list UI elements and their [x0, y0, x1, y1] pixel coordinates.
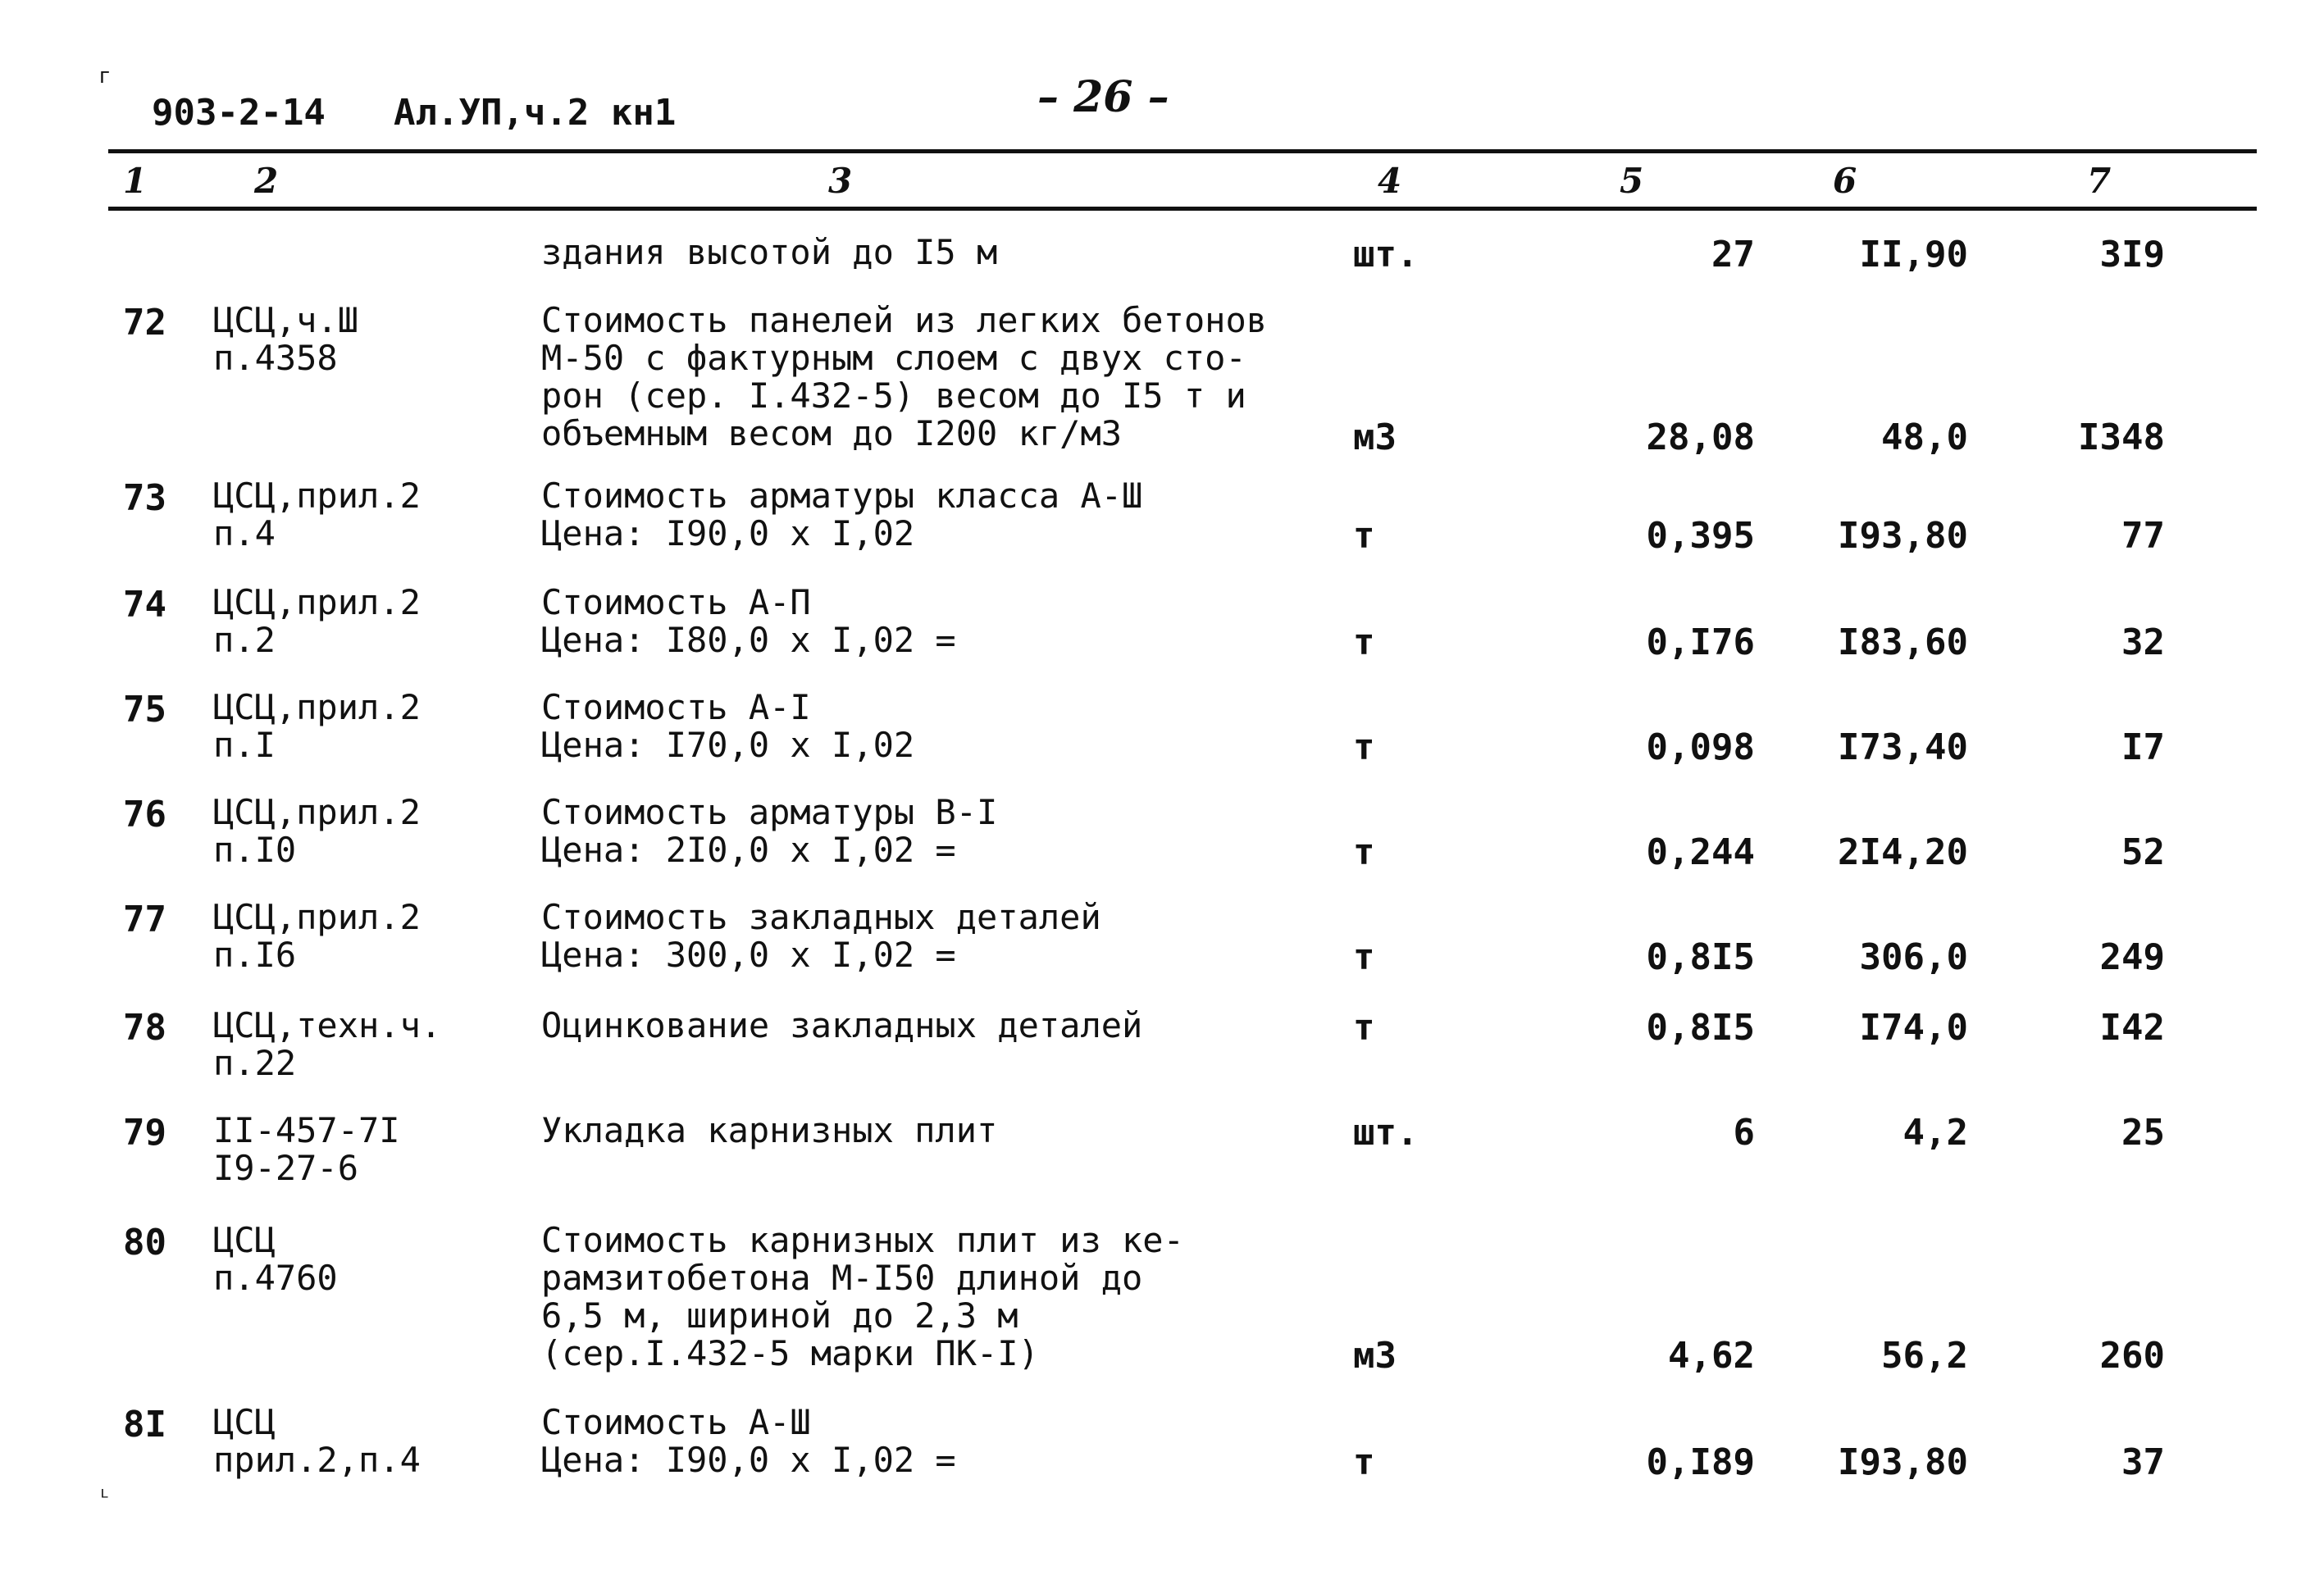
- column-header-1: 1: [123, 161, 148, 201]
- row-unit: м3: [1353, 1335, 1397, 1377]
- row-unit: м3: [1353, 417, 1397, 458]
- row-unit: т: [1353, 726, 1375, 768]
- row-description: Стоимость А-Ш Цена: I90,0 x I,02 =: [541, 1402, 956, 1480]
- row-unit-price: II,90: [1859, 234, 1968, 275]
- row-quantity: 27: [1711, 234, 1755, 275]
- row-total: 32: [2121, 621, 2165, 663]
- row-quantity: 28,08: [1646, 417, 1755, 458]
- row-reference: ЦСЦ,прил.2 п.I0: [213, 792, 421, 870]
- row-unit: т: [1353, 1441, 1375, 1483]
- row-reference: ЦСЦ прил.2,п.4: [213, 1402, 421, 1480]
- row-reference: ЦСЦ,прил.2 п.4: [213, 476, 421, 553]
- row-quantity: 0,395: [1646, 515, 1755, 557]
- row-reference: ЦСЦ,ч.Ш п.4358: [213, 300, 359, 378]
- row-reference: ЦСЦ,прил.2 п.I6: [213, 897, 421, 975]
- row-reference: ЦСЦ п.4760: [213, 1220, 338, 1298]
- row-description: здания высотой до I5 м: [541, 232, 998, 272]
- row-unit-price: 56,2: [1881, 1335, 1968, 1377]
- row-quantity: 0,244: [1646, 831, 1755, 873]
- row-total: 52: [2121, 831, 2165, 873]
- row-unit-price: I74,0: [1859, 1007, 1968, 1049]
- row-total: I42: [2099, 1007, 2165, 1049]
- row-number: 72: [123, 302, 166, 344]
- row-unit-price: 4,2: [1902, 1112, 1968, 1154]
- row-unit: т: [1353, 621, 1375, 663]
- row-quantity: 0,8I5: [1646, 1007, 1755, 1049]
- row-total: 37: [2121, 1441, 2165, 1483]
- row-quantity: 4,62: [1668, 1335, 1755, 1377]
- row-total: I7: [2121, 726, 2165, 768]
- row-unit-price: 48,0: [1881, 417, 1968, 458]
- row-total: 25: [2121, 1112, 2165, 1154]
- row-reference: ЦСЦ,техн.ч. п.22: [213, 1005, 442, 1083]
- row-number: 77: [123, 899, 166, 940]
- row-description: Стоимость панелей из легких бетонов М-50 с фактурным слоем с двух сто- рон (сер. I.432-5) весом до I5 т и объемным весом до I200 кг/м3: [541, 300, 1268, 453]
- row-quantity: 0,8I5: [1646, 936, 1755, 978]
- row-description: Стоимость арматуры В-I Цена: 2I0,0 x I,02 =: [541, 792, 998, 870]
- header-bottom-rule: [108, 207, 2257, 211]
- column-header-2: 2: [254, 161, 279, 201]
- row-reference: ЦСЦ,прил.2 п.I: [213, 687, 421, 765]
- row-description: Укладка карнизных плит: [541, 1110, 998, 1150]
- bottom-corner-mark: ᴸ: [98, 1486, 112, 1510]
- row-total: 260: [2099, 1335, 2165, 1377]
- row-unit: т: [1353, 1007, 1375, 1049]
- album-reference: Ал.УП,ч.2 кн1: [394, 92, 677, 134]
- column-header-7: 7: [2087, 161, 2112, 201]
- row-description: Стоимость закладных деталей Цена: 300,0 x I,02 =: [541, 897, 1101, 975]
- row-unit-price: I93,80: [1838, 1441, 1968, 1483]
- column-header-5: 5: [1620, 161, 1644, 201]
- row-total: I348: [2078, 417, 2165, 458]
- row-unit-price: 306,0: [1859, 936, 1968, 978]
- column-header-6: 6: [1833, 161, 1857, 201]
- row-quantity: 6: [1733, 1112, 1755, 1154]
- row-reference: II-457-7I I9-27-6: [213, 1110, 400, 1188]
- row-description: Стоимость А-I Цена: I70,0 x I,02: [541, 687, 915, 765]
- row-reference: ЦСЦ,прил.2 п.2: [213, 582, 421, 660]
- row-unit-price: I83,60: [1838, 621, 1968, 663]
- row-quantity: 0,098: [1646, 726, 1755, 768]
- row-quantity: 0,I89: [1646, 1441, 1755, 1483]
- document-code: 903-2-14: [152, 92, 326, 134]
- row-number: 75: [123, 689, 166, 731]
- row-quantity: 0,I76: [1646, 621, 1755, 663]
- row-number: 73: [123, 477, 166, 519]
- row-unit: шт.: [1353, 234, 1419, 275]
- row-unit: т: [1353, 515, 1375, 557]
- row-unit: т: [1353, 936, 1375, 978]
- column-header-4: 4: [1378, 161, 1402, 201]
- row-unit: т: [1353, 831, 1375, 873]
- row-number: 79: [123, 1112, 166, 1154]
- page-number: – 26 –: [1037, 72, 1169, 122]
- row-description: Стоимость арматуры класса А-Ш Цена: I90,0 x I,02: [541, 476, 1143, 553]
- row-unit-price: I73,40: [1838, 726, 1968, 768]
- column-header-3: 3: [828, 161, 853, 201]
- row-unit-price: I93,80: [1838, 515, 1968, 557]
- row-total: 249: [2099, 936, 2165, 978]
- row-description: Стоимость карнизных плит из ке- рамзитобетона М-I50 длиной до 6,5 м, шириной до 2,3 м (сер.I.432-5 марки ПК-I): [541, 1220, 1184, 1373]
- row-description: Стоимость А-П Цена: I80,0 x I,02 =: [541, 582, 956, 660]
- row-description: Оцинкование закладных деталей: [541, 1005, 1143, 1045]
- row-number: 78: [123, 1007, 166, 1049]
- row-number: 80: [123, 1222, 166, 1263]
- header-top-rule: [108, 149, 2257, 153]
- row-unit-price: 2I4,20: [1838, 831, 1968, 873]
- row-unit: шт.: [1353, 1112, 1419, 1154]
- row-total: 3I9: [2099, 234, 2165, 275]
- row-number: 76: [123, 794, 166, 835]
- row-number: 8I: [123, 1404, 166, 1446]
- row-number: 74: [123, 584, 166, 626]
- corner-mark: г: [98, 64, 112, 89]
- row-total: 77: [2121, 515, 2165, 557]
